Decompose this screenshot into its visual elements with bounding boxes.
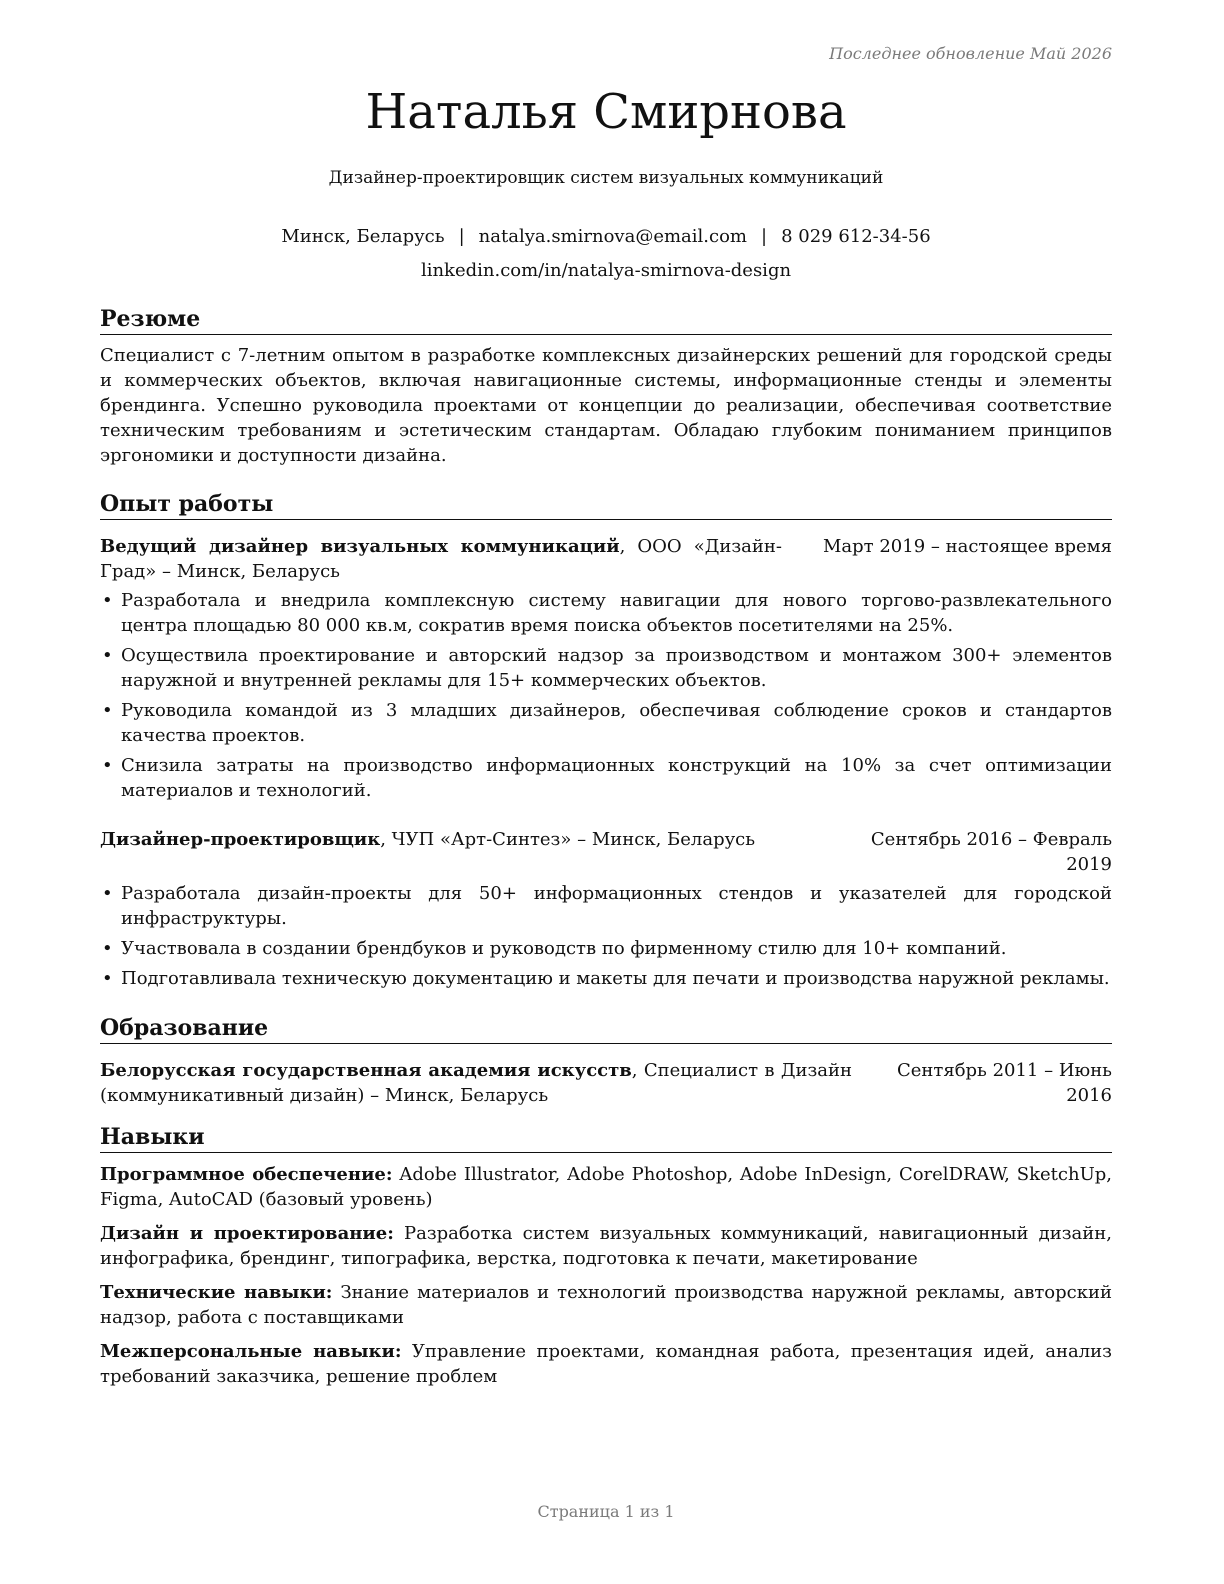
education-dates: Сентябрь 2011 – Июнь 2016	[896, 1060, 1112, 1106]
skill-group	[100, 1221, 1112, 1271]
skill-label: Технические навыки:	[100, 1282, 333, 1303]
job-role: Ведущий дизайнер визуальных коммуникаций	[100, 536, 620, 557]
degree-detail: , Специалист в Дизайн (коммуникативный дизайн) – Минск, Беларусь	[100, 1060, 853, 1106]
skill-text: Разработка систем визуальных коммуникаций, навигационный дизайн, инфографика, брендинг, типографика, верстка, подготовка к печати, макетирование	[100, 1223, 1112, 1269]
list-item: • Разработала дизайн-проекты для 50+ информационных стендов и указателей для городской инфраструктуры.	[100, 881, 1112, 931]
education-line	[100, 1058, 852, 1108]
list-item: • Подготавливала техническую документацию и макеты для печати и производства наружной рекламы.	[100, 966, 1112, 991]
skill-label: Программное обеспечение:	[100, 1164, 393, 1185]
job-title-line	[100, 534, 782, 584]
job-role: Дизайнер-проектировщик	[100, 829, 381, 850]
list-item: • Осуществила проектирование и авторский надзор за производством и монтажом 300+ элементов наружной и внутренней рекламы для 15+ коммерческих объектов.	[100, 643, 1112, 693]
summary-section	[100, 305, 1112, 468]
job-header	[100, 534, 1112, 584]
section-heading: Навыки	[100, 1123, 1112, 1153]
skill-group	[100, 1339, 1112, 1389]
list-item: • Снизила затраты на производство информационных конструкций на 10% за счет оптимизации материалов и технологий.	[100, 753, 1112, 803]
job-title-line	[100, 827, 862, 852]
skills-section	[100, 1123, 1112, 1389]
skill-label: Межперсональные навыки:	[100, 1341, 402, 1362]
job-bullets	[100, 881, 1112, 991]
phone: 8 029 612-34-56	[781, 226, 931, 247]
job-org: , ЧУП «Арт-Синтез» – Минск, Беларусь	[380, 829, 756, 850]
job-entry	[100, 534, 1112, 803]
linkedin-link[interactable]: linkedin.com/in/natalya-smirnova-design	[420, 260, 792, 281]
job-dates: Сентябрь 2016 – Февраль 2019	[870, 829, 1112, 875]
job-dates: Март 2019 – настоящее время	[822, 536, 1112, 557]
experience-section	[100, 490, 1112, 996]
section-heading: Образование	[100, 1014, 1112, 1044]
page-number: Страница 1 из 1	[537, 1502, 675, 1521]
contact-block	[100, 220, 1112, 288]
education-section	[100, 1014, 1112, 1108]
skill-group	[100, 1162, 1112, 1212]
job-bullets	[100, 588, 1112, 803]
list-item: • Руководила командой из 3 младших дизайнеров, обеспечивая соблюдение сроков и стандартов качества проектов.	[100, 698, 1112, 748]
section-heading: Резюме	[100, 305, 1112, 335]
job-title: Дизайнер-проектировщик систем визуальных коммуникаций	[328, 168, 884, 188]
resume-page	[100, 0, 1112, 1584]
skill-text: Знание материалов и технологий производства наружной рекламы, авторский надзор, работа с поставщиками	[100, 1282, 1112, 1328]
skill-label: Дизайн и проектирование:	[100, 1223, 394, 1244]
skill-text: Управление проектами, командная работа, презентация идей, анализ требований заказчика, решение проблем	[100, 1341, 1112, 1387]
location: Минск, Беларусь	[281, 226, 445, 247]
summary-text: Специалист с 7-летним опытом в разработке комплексных дизайнерских решений для городской среды и коммерческих объектов, включая навигационные системы, информационные стенды и элементы брендинга. Успешно руководила проектами от концепции до реализации, обеспечивая соответствие техническим требованиям и эстетическим стандартам. Обладаю глубоким пониманием принципов эргономики и доступности дизайна.	[100, 345, 1112, 466]
contact-separator: |	[458, 226, 465, 247]
job-header	[100, 827, 1112, 877]
contact-line	[100, 220, 1112, 254]
school-name: Белорусская государственная академия искусств	[100, 1060, 632, 1081]
job-org: , ООО «Дизайн-Град» – Минск, Беларусь	[100, 536, 782, 582]
education-entry	[100, 1058, 1112, 1108]
job-entry	[100, 827, 1112, 991]
list-item: • Участвовала в создании брендбуков и руководств по фирменному стилю для 10+ компаний.	[100, 936, 1112, 961]
skill-group	[100, 1280, 1112, 1330]
contact-separator: |	[761, 226, 768, 247]
email-link[interactable]: natalya.smirnova@email.com	[478, 226, 747, 247]
skill-text: Adobe Illustrator, Adobe Photoshop, Adobe InDesign, CorelDRAW, SketchUp, Figma, AutoCAD (базовый уровень)	[100, 1164, 1112, 1210]
last-updated: Последнее обновление Май 2026	[829, 44, 1112, 63]
person-name: Наталья Смирнова	[365, 84, 847, 140]
list-item: • Разработала и внедрила комплексную систему навигации для нового торгово-развлекательного центра площадью 80 000 кв.м, сократив время поиска объектов посетителями на 25%.	[100, 588, 1112, 638]
section-heading: Опыт работы	[100, 490, 1112, 520]
